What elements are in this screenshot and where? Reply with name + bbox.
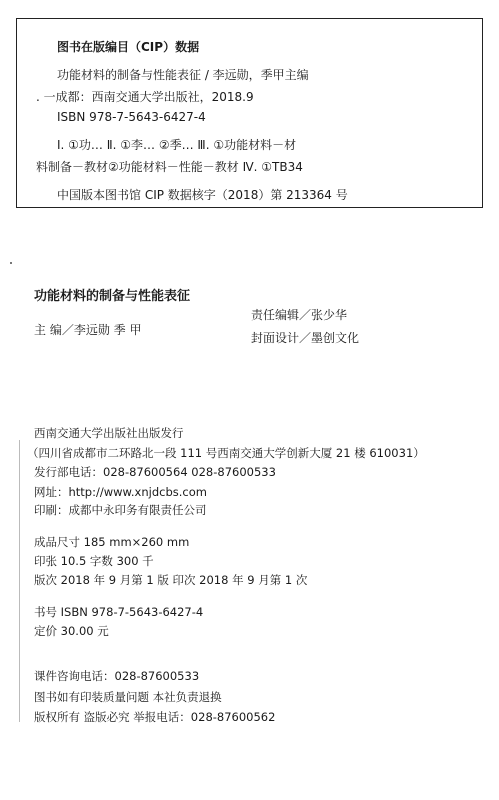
cip-publisher-line: . 一成都：西南交通大学出版社，2018.9 — [36, 90, 254, 104]
cip-subject-line-2: 料制备－教材②功能材料－性能－教材 Ⅳ. ①TB34 — [36, 160, 303, 174]
publisher-phone: 发行部电话：028-87600564 028-87600533 — [34, 465, 276, 479]
sheets-and-words: 印张 10.5 字数 300 千 — [34, 554, 154, 568]
copyright-notice: 版权所有 盗版必究 举报电话：028-87600562 — [34, 710, 276, 724]
cip-heading: 图书在版编目（CIP）数据 — [57, 40, 200, 54]
isbn-number: 书号 ISBN 978-7-5643-6427-4 — [34, 605, 204, 619]
cip-title-line: 功能材料的制备与性能表征 / 李远勋，季甲主编 — [57, 68, 309, 82]
publisher-url: 网址：http://www.xnjdcbs.com — [34, 485, 207, 499]
price: 定价 30.00 元 — [34, 624, 109, 638]
printer-line: 印刷：成都中永印务有限责任公司 — [34, 503, 207, 517]
publisher-address: （四川省成都市二环路北一段 111 号西南交通大学创新大厦 21 楼 610031） — [27, 446, 425, 460]
book-title: 功能材料的制备与性能表征 — [34, 289, 191, 304]
chief-editor: 主 编／李远勋 季 甲 — [34, 323, 142, 337]
cip-isbn-line: ISBN 978-7-5643-6427-4 — [57, 110, 206, 124]
edition-and-printing: 版次 2018 年 9 月第 1 版 印次 2018 年 9 月第 1 次 — [34, 573, 308, 587]
publisher-name: 西南交通大学出版社出版发行 — [34, 426, 184, 440]
courseware-phone: 课件咨询电话：028-87600533 — [34, 669, 200, 683]
page-mark — [10, 262, 12, 264]
cover-design: 封面设计／墨创文化 — [251, 331, 360, 345]
responsible-editor: 责任编辑／张少华 — [251, 308, 348, 322]
cip-number-line: 中国版本图书馆 CIP 数据核字（2018）第 213364 号 — [57, 188, 348, 202]
cip-subject-line-1: Ⅰ. ①功… Ⅱ. ①李… ②季… Ⅲ. ①功能材料－材 — [57, 138, 297, 152]
finished-size: 成品尺寸 185 mm×260 mm — [34, 535, 190, 549]
quality-notice: 图书如有印装质量问题 本社负责退换 — [34, 690, 222, 704]
left-rule — [19, 440, 20, 722]
